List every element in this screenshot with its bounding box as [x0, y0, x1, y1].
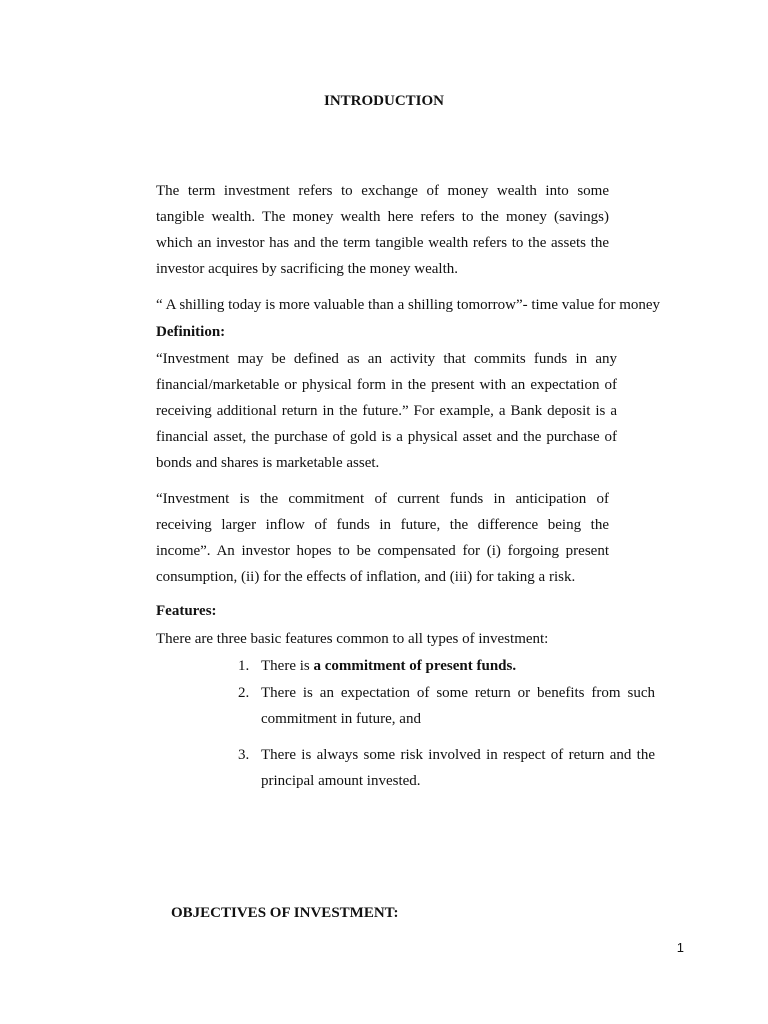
- feature-text: [261, 653, 655, 679]
- list-number: 3.: [238, 747, 250, 763]
- definition-paragraph-2: “Investment is the commitment of current funds in anticipation of receiving larger inflow of funds in future, the difference being the income”. An investor hopes to be compensated for (i) forgoing present consumption, (ii) for the effects of inflation, and (iii) for taking a risk.: [156, 491, 609, 585]
- feature-text-prefix: There is: [261, 658, 314, 674]
- feature-text-bold: a commitment of present funds.: [313, 658, 517, 674]
- intro-paragraph: The term investment refers to exchange of money wealth into some tangible wealth. The money wealth here refers to the money (savings) which an investor has and the term tangible wealth refers to the assets the investor acquires by sacrificing the money wealth.: [156, 183, 609, 277]
- definition-paragraph-1: “Investment may be defined as an activity that commits funds in any financial/marketable or physical form in the present with an expectation of receiving additional return in the future.” For example, a Bank deposit is a financial asset, the purchase of gold is a physical asset and the purchase of bonds and shares is marketable asset.: [156, 351, 617, 471]
- objectives-heading: OBJECTIVES OF INVESTMENT:: [171, 905, 399, 921]
- feature-text: There is an expectation of some return or benefits from such commitment in future, and: [261, 685, 655, 727]
- page-title: INTRODUCTION: [323, 93, 444, 109]
- features-heading: Features:: [156, 603, 217, 619]
- list-number: 2.: [238, 685, 250, 701]
- features-intro: There are three basic features common to all types of investment:: [156, 631, 549, 647]
- list-number: 1.: [238, 658, 250, 674]
- quote-line: “ A shilling today is more valuable than a shilling tomorrow”- time value for money: [156, 297, 661, 313]
- definition-heading: Definition:: [156, 324, 226, 340]
- feature-text: There is always some risk involved in respect of return and the principal amount invested.: [261, 747, 655, 789]
- page-number: 1: [676, 940, 684, 955]
